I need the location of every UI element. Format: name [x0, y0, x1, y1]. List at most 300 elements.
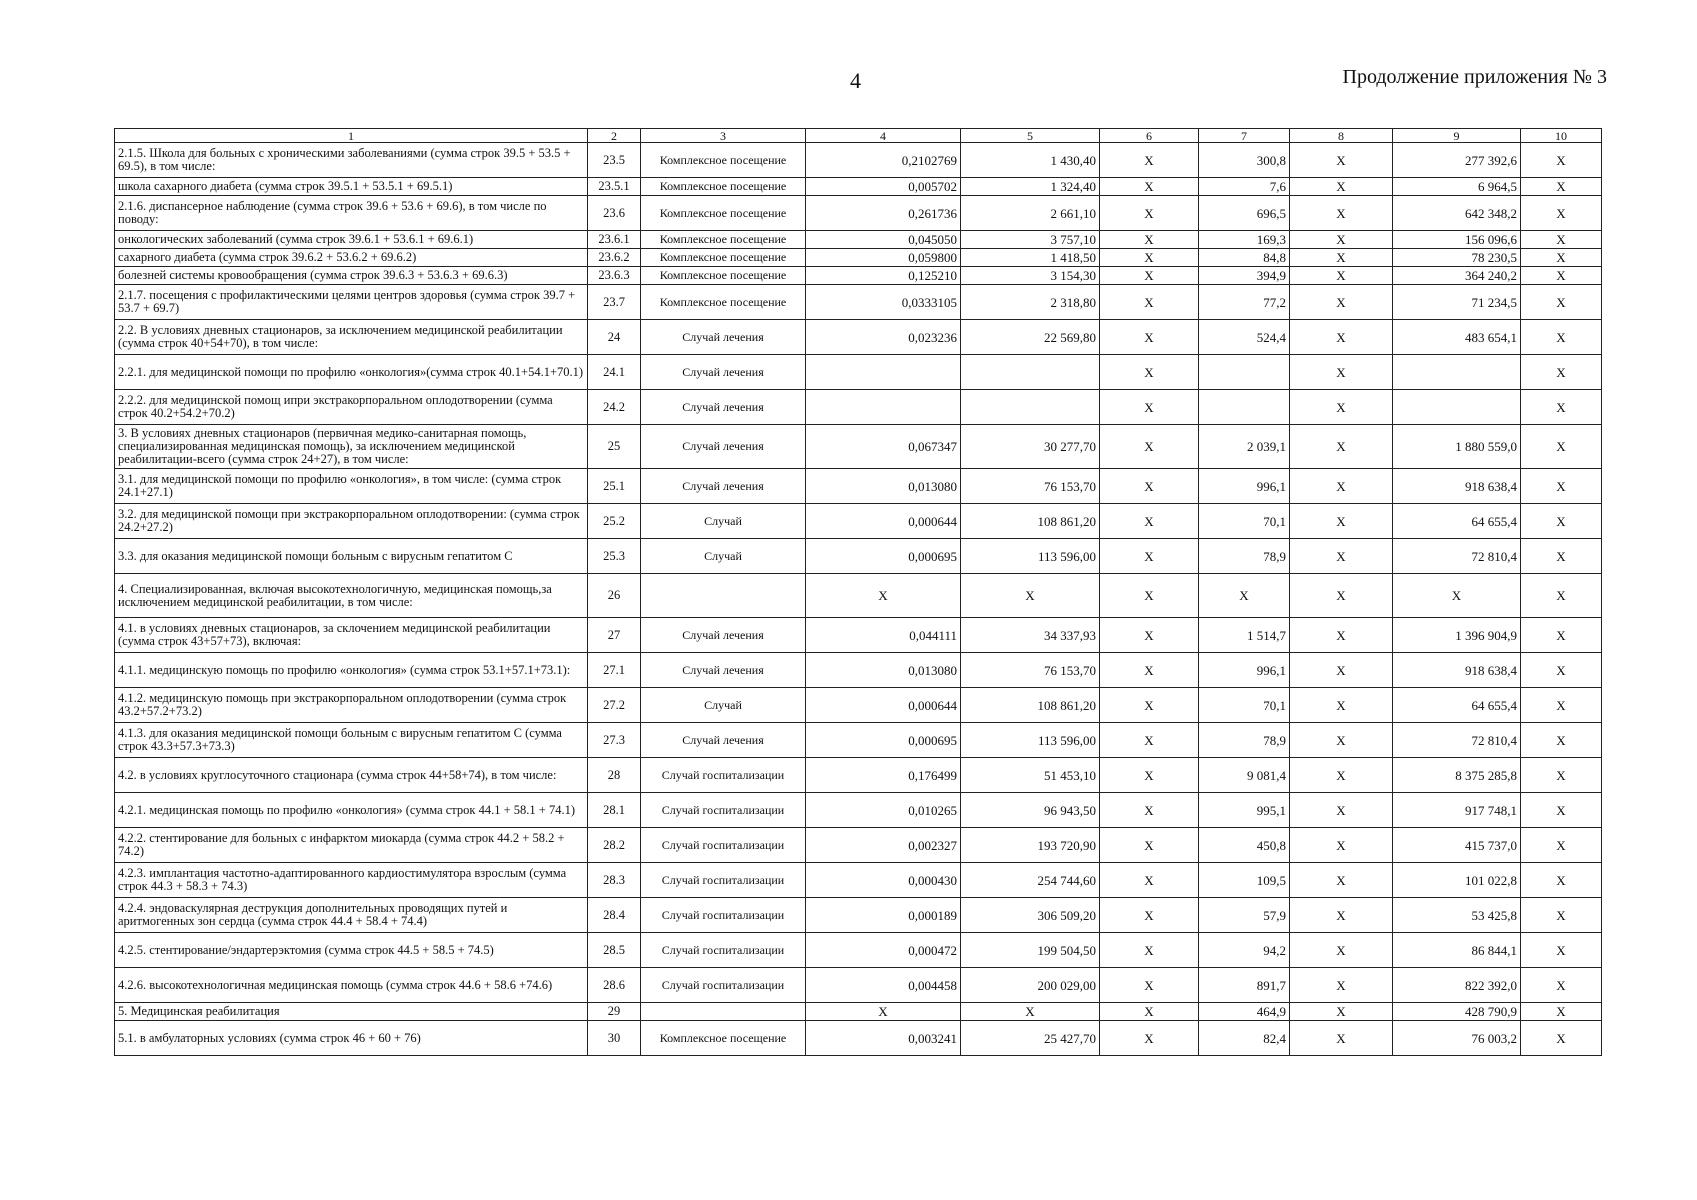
value-cell: 109,5 — [1199, 863, 1290, 898]
table-row — [115, 249, 1602, 267]
value-cell: 71 234,5 — [1393, 285, 1521, 320]
x-cell: X — [1290, 390, 1393, 425]
table-row — [115, 618, 1602, 653]
column-header: 2 — [588, 129, 641, 143]
x-cell: X — [1290, 933, 1393, 968]
x-cell: X — [1100, 320, 1199, 355]
row-code-cell: 27.1 — [588, 653, 641, 688]
value-cell: 76 153,70 — [961, 469, 1100, 504]
table-row — [115, 320, 1602, 355]
x-cell: X — [1100, 898, 1199, 933]
row-code-cell: 23.5 — [588, 143, 641, 178]
x-cell: X — [1100, 231, 1199, 249]
value-cell: 364 240,2 — [1393, 267, 1521, 285]
row-code-cell: 29 — [588, 1003, 641, 1021]
x-cell: X — [1521, 320, 1602, 355]
x-cell: X — [1290, 1003, 1393, 1021]
x-cell: X — [1100, 425, 1199, 469]
x-cell: X — [1521, 758, 1602, 793]
table-row — [115, 504, 1602, 539]
row-label-cell: онкологических заболеваний (сумма строк 39.6.1 + 53.6.1 + 69.6.1) — [115, 231, 588, 249]
value-cell: 70,1 — [1199, 688, 1290, 723]
row-label-cell: 4.2.3. имплантация частотно-адаптированного кардиостимулятора взрослым (сумма строк 44.3 + 58.3 + 74.3) — [115, 863, 588, 898]
x-cell: X — [1100, 653, 1199, 688]
row-code-cell: 28.5 — [588, 933, 641, 968]
value-cell: 57,9 — [1199, 898, 1290, 933]
value-cell: 254 744,60 — [961, 863, 1100, 898]
x-cell: X — [1100, 267, 1199, 285]
value-cell — [1199, 355, 1290, 390]
row-code-cell: 24.2 — [588, 390, 641, 425]
value-cell: 0,261736 — [806, 196, 961, 231]
row-label-cell: болезней системы кровообращения (сумма строк 39.6.3 + 53.6.3 + 69.6.3) — [115, 267, 588, 285]
x-cell: X — [1521, 968, 1602, 1003]
x-cell: X — [1290, 504, 1393, 539]
table-row — [115, 793, 1602, 828]
value-cell: X — [806, 574, 961, 618]
value-cell: 101 022,8 — [1393, 863, 1521, 898]
unit-cell: Случай лечения — [641, 425, 806, 469]
x-cell: X — [1100, 723, 1199, 758]
unit-cell: Случай — [641, 504, 806, 539]
table-row — [115, 267, 1602, 285]
value-cell: 0,125210 — [806, 267, 961, 285]
unit-cell: Случай госпитализации — [641, 933, 806, 968]
unit-cell: Случай госпитализации — [641, 793, 806, 828]
x-cell: X — [1521, 828, 1602, 863]
column-header: 10 — [1521, 129, 1602, 143]
value-cell: 450,8 — [1199, 828, 1290, 863]
x-cell: X — [1521, 863, 1602, 898]
row-code-cell: 28.6 — [588, 968, 641, 1003]
x-cell: X — [1100, 355, 1199, 390]
value-cell — [1199, 390, 1290, 425]
table-row — [115, 469, 1602, 504]
table-row — [115, 425, 1602, 469]
row-label-cell: 2.2. В условиях дневных стационаров, за исключением медицинской реабилитации (сумма строк 40+54+70), в том числе: — [115, 320, 588, 355]
x-cell: X — [1290, 143, 1393, 178]
x-cell: X — [1100, 758, 1199, 793]
x-cell: X — [1521, 355, 1602, 390]
x-cell: X — [1521, 143, 1602, 178]
value-cell: 3 757,10 — [961, 231, 1100, 249]
value-cell: 0,000189 — [806, 898, 961, 933]
value-cell: 0,0333105 — [806, 285, 961, 320]
value-cell: 0,067347 — [806, 425, 961, 469]
x-cell: X — [1100, 178, 1199, 196]
row-code-cell: 25 — [588, 425, 641, 469]
value-cell: 306 509,20 — [961, 898, 1100, 933]
value-cell — [1393, 355, 1521, 390]
x-cell: X — [1100, 249, 1199, 267]
row-label-cell: 4.2.2. стентирование для больных с инфарктом миокарда (сумма строк 44.2 + 58.2 + 74.2) — [115, 828, 588, 863]
value-cell: 696,5 — [1199, 196, 1290, 231]
table-row — [115, 653, 1602, 688]
row-label-cell: 4.1.3. для оказания медицинской помощи больным с вирусным гепатитом С (сумма строк 43.3+57.3+73.3) — [115, 723, 588, 758]
value-cell: 70,1 — [1199, 504, 1290, 539]
x-cell: X — [1521, 793, 1602, 828]
x-cell: X — [1521, 539, 1602, 574]
row-code-cell: 23.6.3 — [588, 267, 641, 285]
value-cell: 0,013080 — [806, 653, 961, 688]
value-cell: 0,176499 — [806, 758, 961, 793]
value-cell: 464,9 — [1199, 1003, 1290, 1021]
row-label-cell: 4.1. в условиях дневных стационаров, за склочением медицинской реабилитации (сумма строк 43+57+73), включая: — [115, 618, 588, 653]
table-row — [115, 968, 1602, 1003]
value-cell: 1 430,40 — [961, 143, 1100, 178]
row-label-cell: 4.2. в условиях круглосуточного стационара (сумма строк 44+58+74), в том числе: — [115, 758, 588, 793]
row-label-cell: 3.1. для медицинской помощи по профилю «онкология», в том числе: (сумма строк 24.1+27.1) — [115, 469, 588, 504]
unit-cell: Комплексное посещение — [641, 231, 806, 249]
value-cell: 7,6 — [1199, 178, 1290, 196]
unit-cell: Случай госпитализации — [641, 828, 806, 863]
x-cell: X — [1100, 968, 1199, 1003]
unit-cell: Случай госпитализации — [641, 758, 806, 793]
value-cell: 6 964,5 — [1393, 178, 1521, 196]
value-cell: 8 375 285,8 — [1393, 758, 1521, 793]
column-header: 1 — [115, 129, 588, 143]
table-row — [115, 898, 1602, 933]
column-header: 8 — [1290, 129, 1393, 143]
x-cell: X — [1521, 425, 1602, 469]
x-cell: X — [1521, 1021, 1602, 1056]
row-label-cell: 4.2.5. стентирование/эндартерэктомия (сумма строк 44.5 + 58.5 + 74.5) — [115, 933, 588, 968]
table-row — [115, 143, 1602, 178]
x-cell: X — [1521, 723, 1602, 758]
value-cell: 394,9 — [1199, 267, 1290, 285]
x-cell: X — [1290, 285, 1393, 320]
column-header: 9 — [1393, 129, 1521, 143]
row-code-cell: 23.6.2 — [588, 249, 641, 267]
value-cell: X — [1199, 574, 1290, 618]
value-cell: 108 861,20 — [961, 688, 1100, 723]
value-cell: 0,045050 — [806, 231, 961, 249]
value-cell: 113 596,00 — [961, 723, 1100, 758]
x-cell: X — [1100, 143, 1199, 178]
value-cell: 918 638,4 — [1393, 469, 1521, 504]
row-code-cell: 23.6 — [588, 196, 641, 231]
x-cell: X — [1290, 539, 1393, 574]
value-cell: 34 337,93 — [961, 618, 1100, 653]
value-cell: 918 638,4 — [1393, 653, 1521, 688]
x-cell: X — [1290, 863, 1393, 898]
x-cell: X — [1521, 1003, 1602, 1021]
row-label-cell: 4.2.6. высокотехнологичная медицинская помощь (сумма строк 44.6 + 58.6 +74.6) — [115, 968, 588, 1003]
x-cell: X — [1521, 469, 1602, 504]
value-cell: 72 810,4 — [1393, 539, 1521, 574]
value-cell: 82,4 — [1199, 1021, 1290, 1056]
x-cell: X — [1100, 469, 1199, 504]
value-cell: 0,003241 — [806, 1021, 961, 1056]
table-row — [115, 390, 1602, 425]
value-cell: 891,7 — [1199, 968, 1290, 1003]
value-cell: 76 153,70 — [961, 653, 1100, 688]
unit-cell: Случай лечения — [641, 390, 806, 425]
value-cell: 2 039,1 — [1199, 425, 1290, 469]
value-cell: 64 655,4 — [1393, 504, 1521, 539]
unit-cell: Случай госпитализации — [641, 898, 806, 933]
unit-cell: Случай лечения — [641, 618, 806, 653]
value-cell — [961, 390, 1100, 425]
value-cell: 0,004458 — [806, 968, 961, 1003]
value-cell: 0,000695 — [806, 723, 961, 758]
row-code-cell: 23.7 — [588, 285, 641, 320]
x-cell: X — [1100, 196, 1199, 231]
value-cell: 996,1 — [1199, 653, 1290, 688]
value-cell: 996,1 — [1199, 469, 1290, 504]
unit-cell — [641, 1003, 806, 1021]
row-label-cell: 5.1. в амбулаторных условиях (сумма строк 46 + 60 + 76) — [115, 1021, 588, 1056]
row-code-cell: 28.2 — [588, 828, 641, 863]
value-cell: 53 425,8 — [1393, 898, 1521, 933]
row-code-cell: 28 — [588, 758, 641, 793]
value-cell: 169,3 — [1199, 231, 1290, 249]
unit-cell: Случай лечения — [641, 653, 806, 688]
row-label-cell: школа сахарного диабета (сумма строк 39.5.1 + 53.5.1 + 69.5.1) — [115, 178, 588, 196]
row-label-cell: 4.1.1. медицинскую помощь по профилю «онкология» (сумма строк 53.1+57.1+73.1): — [115, 653, 588, 688]
x-cell: X — [1100, 933, 1199, 968]
value-cell: 78 230,5 — [1393, 249, 1521, 267]
value-cell: 277 392,6 — [1393, 143, 1521, 178]
value-cell: 2 661,10 — [961, 196, 1100, 231]
table-row — [115, 688, 1602, 723]
value-cell: 76 003,2 — [1393, 1021, 1521, 1056]
x-cell: X — [1100, 539, 1199, 574]
row-code-cell: 25.1 — [588, 469, 641, 504]
row-code-cell: 25.3 — [588, 539, 641, 574]
table-row — [115, 178, 1602, 196]
table-row — [115, 539, 1602, 574]
x-cell: X — [1290, 898, 1393, 933]
value-cell: 30 277,70 — [961, 425, 1100, 469]
x-cell: X — [1290, 828, 1393, 863]
table-row — [115, 574, 1602, 618]
value-cell: 193 720,90 — [961, 828, 1100, 863]
row-code-cell: 24.1 — [588, 355, 641, 390]
unit-cell: Случай лечения — [641, 355, 806, 390]
unit-cell: Случай госпитализации — [641, 863, 806, 898]
x-cell: X — [1290, 425, 1393, 469]
value-cell: 0,2102769 — [806, 143, 961, 178]
value-cell: 300,8 — [1199, 143, 1290, 178]
x-cell: X — [1100, 793, 1199, 828]
x-cell: X — [1521, 390, 1602, 425]
column-header: 3 — [641, 129, 806, 143]
value-cell: 199 504,50 — [961, 933, 1100, 968]
x-cell: X — [1100, 574, 1199, 618]
x-cell: X — [1290, 178, 1393, 196]
x-cell: X — [1100, 1003, 1199, 1021]
value-cell: 200 029,00 — [961, 968, 1100, 1003]
value-cell: X — [1393, 574, 1521, 618]
value-cell: 0,000430 — [806, 863, 961, 898]
row-code-cell: 28.4 — [588, 898, 641, 933]
value-cell: 1 880 559,0 — [1393, 425, 1521, 469]
unit-cell: Комплексное посещение — [641, 178, 806, 196]
value-cell: 0,044111 — [806, 618, 961, 653]
x-cell: X — [1100, 828, 1199, 863]
value-cell — [961, 355, 1100, 390]
row-code-cell: 24 — [588, 320, 641, 355]
row-label-cell: 2.1.6. диспансерное наблюдение (сумма строк 39.6 + 53.6 + 69.6), в том числе по поводу: — [115, 196, 588, 231]
x-cell: X — [1290, 196, 1393, 231]
value-cell: X — [961, 574, 1100, 618]
value-cell: 96 943,50 — [961, 793, 1100, 828]
row-label-cell: 3. В условиях дневных стационаров (первичная медико-санитарная помощь, специализированная медицинская помощь), за исключением медицинской реабилитации-всего (сумма строк 24+27), в том числе: — [115, 425, 588, 469]
value-cell: 428 790,9 — [1393, 1003, 1521, 1021]
row-code-cell: 23.5.1 — [588, 178, 641, 196]
x-cell: X — [1290, 618, 1393, 653]
x-cell: X — [1290, 267, 1393, 285]
row-code-cell: 27.3 — [588, 723, 641, 758]
unit-cell: Комплексное посещение — [641, 1021, 806, 1056]
x-cell: X — [1290, 688, 1393, 723]
unit-cell: Случай лечения — [641, 469, 806, 504]
x-cell: X — [1100, 390, 1199, 425]
table-row — [115, 1003, 1602, 1021]
value-cell: X — [806, 1003, 961, 1021]
value-cell: 113 596,00 — [961, 539, 1100, 574]
x-cell: X — [1521, 574, 1602, 618]
x-cell: X — [1290, 320, 1393, 355]
x-cell: X — [1100, 504, 1199, 539]
column-header: 6 — [1100, 129, 1199, 143]
value-cell: 64 655,4 — [1393, 688, 1521, 723]
value-cell: 0,059800 — [806, 249, 961, 267]
x-cell: X — [1521, 504, 1602, 539]
row-label-cell: 4.2.1. медицинская помощь по профилю «онкология» (сумма строк 44.1 + 58.1 + 74.1) — [115, 793, 588, 828]
row-code-cell: 30 — [588, 1021, 641, 1056]
x-cell: X — [1521, 933, 1602, 968]
value-cell: 1 514,7 — [1199, 618, 1290, 653]
row-label-cell: 2.1.7. посещения с профилактическими целями центров здоровья (сумма строк 39.7 + 53.7 + 69.7) — [115, 285, 588, 320]
x-cell: X — [1290, 793, 1393, 828]
value-cell: 2 318,80 — [961, 285, 1100, 320]
value-cell: 917 748,1 — [1393, 793, 1521, 828]
value-cell: 72 810,4 — [1393, 723, 1521, 758]
unit-cell: Комплексное посещение — [641, 249, 806, 267]
value-cell — [806, 355, 961, 390]
value-cell: 642 348,2 — [1393, 196, 1521, 231]
table-row — [115, 863, 1602, 898]
x-cell: X — [1290, 574, 1393, 618]
value-cell: 0,010265 — [806, 793, 961, 828]
value-cell: 25 427,70 — [961, 1021, 1100, 1056]
header-row — [115, 129, 1602, 143]
unit-cell: Случай — [641, 688, 806, 723]
row-label-cell: 3.2. для медицинской помощи при экстракорпоральном оплодотворении: (сумма строк 24.2+27.2) — [115, 504, 588, 539]
table-row — [115, 723, 1602, 758]
unit-cell — [641, 574, 806, 618]
value-cell: 0,000644 — [806, 504, 961, 539]
value-cell — [806, 390, 961, 425]
value-cell: 1 418,50 — [961, 249, 1100, 267]
x-cell: X — [1521, 178, 1602, 196]
value-cell: 0,000644 — [806, 688, 961, 723]
row-label-cell: 2.2.2. для медицинской помощ ипри экстракорпоральном оплодотворении (сумма строк 40.2+54.2+70.2) — [115, 390, 588, 425]
x-cell: X — [1290, 968, 1393, 1003]
unit-cell: Комплексное посещение — [641, 143, 806, 178]
value-cell: 483 654,1 — [1393, 320, 1521, 355]
table-row — [115, 933, 1602, 968]
unit-cell: Комплексное посещение — [641, 267, 806, 285]
value-cell: 3 154,30 — [961, 267, 1100, 285]
value-cell: 108 861,20 — [961, 504, 1100, 539]
value-cell: 94,2 — [1199, 933, 1290, 968]
value-cell: 0,000695 — [806, 539, 961, 574]
row-label-cell: 4.1.2. медицинскую помощь при экстракорпоральном оплодотворении (сумма строк 43.2+57.2+73.2) — [115, 688, 588, 723]
table-row — [115, 355, 1602, 390]
column-header: 4 — [806, 129, 961, 143]
unit-cell: Случай — [641, 539, 806, 574]
x-cell: X — [1100, 863, 1199, 898]
value-cell: 1 396 904,9 — [1393, 618, 1521, 653]
x-cell: X — [1521, 285, 1602, 320]
row-code-cell: 27.2 — [588, 688, 641, 723]
value-cell: 524,4 — [1199, 320, 1290, 355]
x-cell: X — [1100, 1021, 1199, 1056]
value-cell: 822 392,0 — [1393, 968, 1521, 1003]
row-code-cell: 27 — [588, 618, 641, 653]
value-cell: 156 096,6 — [1393, 231, 1521, 249]
unit-cell: Случай лечения — [641, 320, 806, 355]
x-cell: X — [1521, 688, 1602, 723]
row-label-cell: 2.2.1. для медицинской помощи по профилю «онкология»(сумма строк 40.1+54.1+70.1) — [115, 355, 588, 390]
value-cell: 0,000472 — [806, 933, 961, 968]
table-row — [115, 758, 1602, 793]
row-code-cell: 26 — [588, 574, 641, 618]
value-cell: 415 737,0 — [1393, 828, 1521, 863]
row-code-cell: 25.2 — [588, 504, 641, 539]
value-cell: 0,005702 — [806, 178, 961, 196]
value-cell: 1 324,40 — [961, 178, 1100, 196]
row-label-cell: 4. Специализированная, включая высокотехнологичную, медицинская помощь,за исключением медицинской реабилитации, в том числе: — [115, 574, 588, 618]
unit-cell: Случай госпитализации — [641, 968, 806, 1003]
x-cell: X — [1290, 469, 1393, 504]
x-cell: X — [1521, 196, 1602, 231]
x-cell: X — [1521, 653, 1602, 688]
table-row — [115, 828, 1602, 863]
value-cell: 51 453,10 — [961, 758, 1100, 793]
x-cell: X — [1290, 231, 1393, 249]
value-cell: 78,9 — [1199, 723, 1290, 758]
value-cell — [1393, 390, 1521, 425]
x-cell: X — [1290, 249, 1393, 267]
appendix-title: Продолжение приложения № 3 — [1342, 66, 1607, 88]
value-cell: 9 081,4 — [1199, 758, 1290, 793]
table-row — [115, 196, 1602, 231]
row-label-cell: 3.3. для оказания медицинской помощи больным с вирусным гепатитом С — [115, 539, 588, 574]
x-cell: X — [1521, 618, 1602, 653]
x-cell: X — [1521, 249, 1602, 267]
x-cell: X — [1290, 1021, 1393, 1056]
column-header: 7 — [1199, 129, 1290, 143]
table-row — [115, 1021, 1602, 1056]
unit-cell: Комплексное посещение — [641, 285, 806, 320]
unit-cell: Комплексное посещение — [641, 196, 806, 231]
x-cell: X — [1290, 653, 1393, 688]
row-code-cell: 28.1 — [588, 793, 641, 828]
x-cell: X — [1290, 723, 1393, 758]
value-cell: 78,9 — [1199, 539, 1290, 574]
table-row — [115, 285, 1602, 320]
row-label-cell: сахарного диабета (сумма строк 39.6.2 + 53.6.2 + 69.6.2) — [115, 249, 588, 267]
value-cell: 995,1 — [1199, 793, 1290, 828]
value-cell: 0,002327 — [806, 828, 961, 863]
value-cell: 22 569,80 — [961, 320, 1100, 355]
value-cell: 77,2 — [1199, 285, 1290, 320]
row-code-cell: 28.3 — [588, 863, 641, 898]
